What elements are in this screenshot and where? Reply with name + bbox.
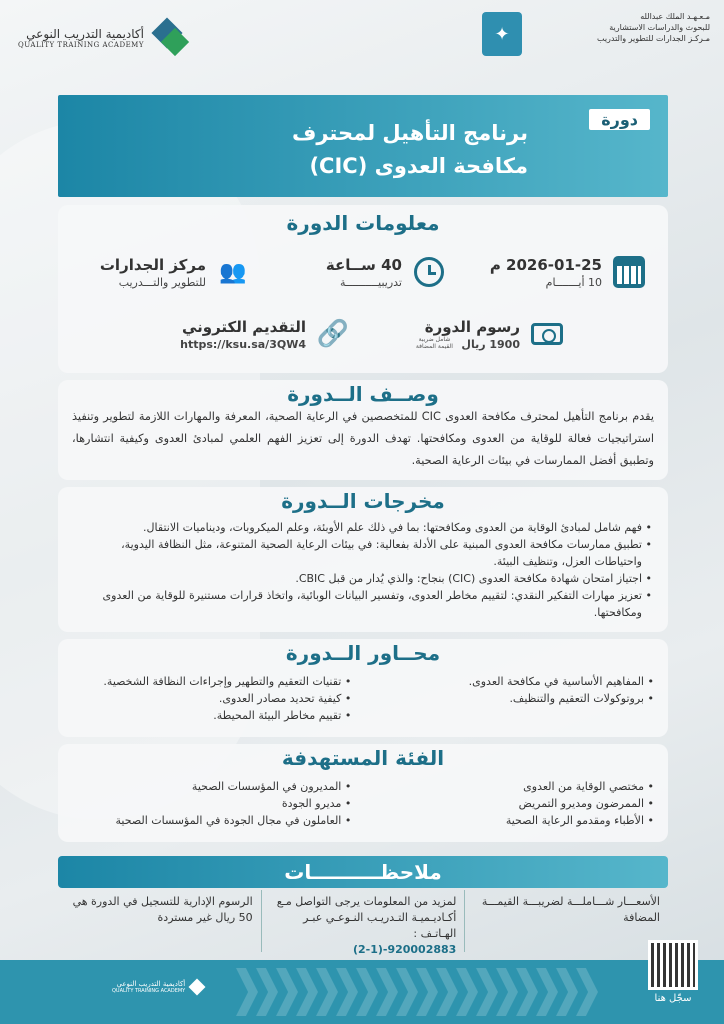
note-contact — [261, 890, 466, 956]
outcome-item: • تعزيز مهارات التفكير النقدي: لتقييم مخاطر العدوى، وتفسير البيانات الوبائية، واتخاذ قرارات مستنيرة للوقاية من العدوى ومكافحتها. — [74, 587, 652, 621]
info-title: معلومات الدورة — [286, 211, 440, 235]
ksu-seal-icon: ✦ — [482, 12, 522, 56]
course-title — [292, 117, 528, 182]
target-title: الفئة المستهدفة — [281, 746, 445, 770]
note-contact-text: لمزيد من المعلومات يرجى التواصل مـع أكـاديـميـة التـدريـب النـوعـي عبـر الهـاتـف : — [276, 895, 457, 940]
qta-name-en: QUALITY TRAINING ACADEMY — [18, 41, 144, 49]
ksu-line-1: مـعـهـد الملك عبدالله — [640, 12, 710, 21]
footer-qta-logo — [112, 980, 203, 994]
course-badge: دورة — [589, 109, 650, 130]
note-admin-fee: الرسوم الإدارية للتسجيل في الدورة هي 50 ريال غير مستردة — [72, 895, 253, 924]
description-title: وصــف الــدورة — [287, 382, 439, 406]
fee-item — [413, 317, 564, 351]
center-item — [100, 255, 250, 289]
outcomes-list — [58, 519, 668, 621]
fee-label: رسوم الدورة — [424, 317, 520, 336]
apply-label: التقديم الكتروني — [181, 317, 306, 336]
axis-item: • تقييم مخاطر البيئة المحيطة. — [72, 707, 351, 724]
notes-row — [58, 890, 668, 956]
hours-item — [326, 255, 446, 289]
center-sub: للتطوير والتـــدريب — [118, 275, 206, 289]
calendar-icon — [613, 256, 645, 288]
course-hours-sub: تدريبيــــــــــة — [340, 275, 402, 289]
ksu-line-2: للبحوث والدراسات الاستشارية — [609, 22, 710, 32]
fee-value: 1900 ريال — [461, 337, 520, 351]
axes-list-left — [72, 673, 351, 724]
outcomes-title: مخرجات الــدورة — [281, 489, 445, 513]
link-icon: 🔗 — [316, 319, 350, 349]
course-hours: 40 ســاعة — [325, 255, 402, 274]
course-title-line-2: مكافحة العدوى (CIC) — [309, 153, 528, 178]
vat-note: شامل ضريبة القيمة المضافة — [415, 335, 453, 350]
target-item: • مختصي الوقاية من العدوى — [375, 778, 654, 795]
money-icon — [531, 323, 563, 345]
note-vat: الأسعـــار شـــاملـــة لضريبـــة القيمـــة المضافة — [481, 895, 660, 924]
qta-diamond-icon — [189, 979, 206, 996]
target-item: • الممرضون ومديرو التمريض — [375, 795, 654, 812]
target-list-right — [375, 778, 654, 829]
footer-qta-ar: أكاديمية التدريب النوعي — [116, 980, 186, 988]
date-item — [490, 255, 646, 289]
footer-qta-en: QUALITY TRAINING ACADEMY — [112, 988, 186, 994]
description-text: يقدم برنامج التأهيل لمحترف مكافحة العدوى CIC للمتخصصين في الرعاية الصحية، المعرفة والمهارات اللازمة لتطوير وتنفيذ استراتيجيات فعالة للوقاية من العدوى ومكافحتها. تهدف الدورة إلى تعزيز الفهم العلمي لمبادئ العدوى وكيفية انتشارها، وتطبيق أفضل الممارسات في بيئات الرعاية الصحية. — [72, 410, 654, 468]
notes-title: ملاحظــــــــــات — [58, 856, 668, 888]
target-item: • مديرو الجودة — [72, 795, 351, 812]
axis-item: • المفاهيم الأساسية في مكافحة العدوى. — [375, 673, 654, 690]
qta-logo — [18, 18, 190, 58]
outcomes-card — [58, 487, 668, 632]
clock-icon — [414, 257, 444, 287]
qr-code-icon[interactable] — [648, 940, 698, 990]
outcome-item: • تطبيق ممارسات مكافحة العدوى المبنية على الأدلة بفعالية: في بيئات الرعاية الصحية المتنوعة، مثل النظافة اليدوية، واحتياطات العزل، وتنظيف البيئة. — [74, 536, 652, 570]
title-banner — [58, 95, 668, 197]
axes-card — [58, 639, 668, 737]
qta-mark-icon — [152, 18, 190, 58]
course-title-line-1: برنامج التأهيل لمحترف — [291, 121, 528, 145]
course-date: 2026-01-25 م — [489, 255, 602, 274]
axes-list-right — [375, 673, 654, 724]
apply-url[interactable]: https://ksu.sa/3QW4 — [180, 337, 306, 351]
axis-item: • كيفية تحديد مصادر العدوى. — [72, 690, 351, 707]
apply-item — [180, 317, 350, 351]
target-item: • الأطباء ومقدمو الرعاية الصحية — [375, 812, 654, 829]
qta-name-ar: أكاديمية التدريب النوعي — [26, 27, 144, 41]
target-item: • المديرون في المؤسسات الصحية — [72, 778, 351, 795]
footer — [0, 960, 724, 1024]
ksu-logo — [482, 12, 710, 56]
description-card — [58, 380, 668, 480]
target-card — [58, 744, 668, 842]
header — [0, 0, 724, 80]
axis-item: • بروتوكولات التعقيم والتنظيف. — [375, 690, 654, 707]
ksu-text — [530, 12, 710, 44]
contact-phone[interactable]: 920002883-(2-1) — [352, 942, 457, 956]
center-name: مركز الجدارات — [99, 255, 206, 274]
people-icon: 👥 — [219, 259, 247, 285]
axis-item: • تقنيات التعقيم والتطهير وإجراءات النظافة الشخصية. — [72, 673, 351, 690]
outcome-item: • اجتياز امتحان شهادة مكافحة العدوى (CIC) بنجاح: والذي يُدار من قبل CBIC. — [74, 570, 652, 587]
ksu-line-3: مـركـز الجدارات للتطوير والتدريب — [596, 33, 710, 43]
target-item: • العاملون في مجال الجودة في المؤسسات الصحية — [72, 812, 351, 829]
axes-title: محــاور الــدورة — [285, 641, 441, 665]
course-days: 10 أيـــــــام — [545, 275, 602, 289]
course-info-card — [58, 205, 668, 373]
target-list-left — [72, 778, 351, 829]
outcome-item: • فهم شامل لمبادئ الوقاية من العدوى ومكافحتها: بما في ذلك علم الأوبئة، وعلم الميكروبات، وديناميات الانتقال. — [74, 519, 652, 536]
register-label[interactable]: سجّل هنا — [654, 993, 692, 1004]
